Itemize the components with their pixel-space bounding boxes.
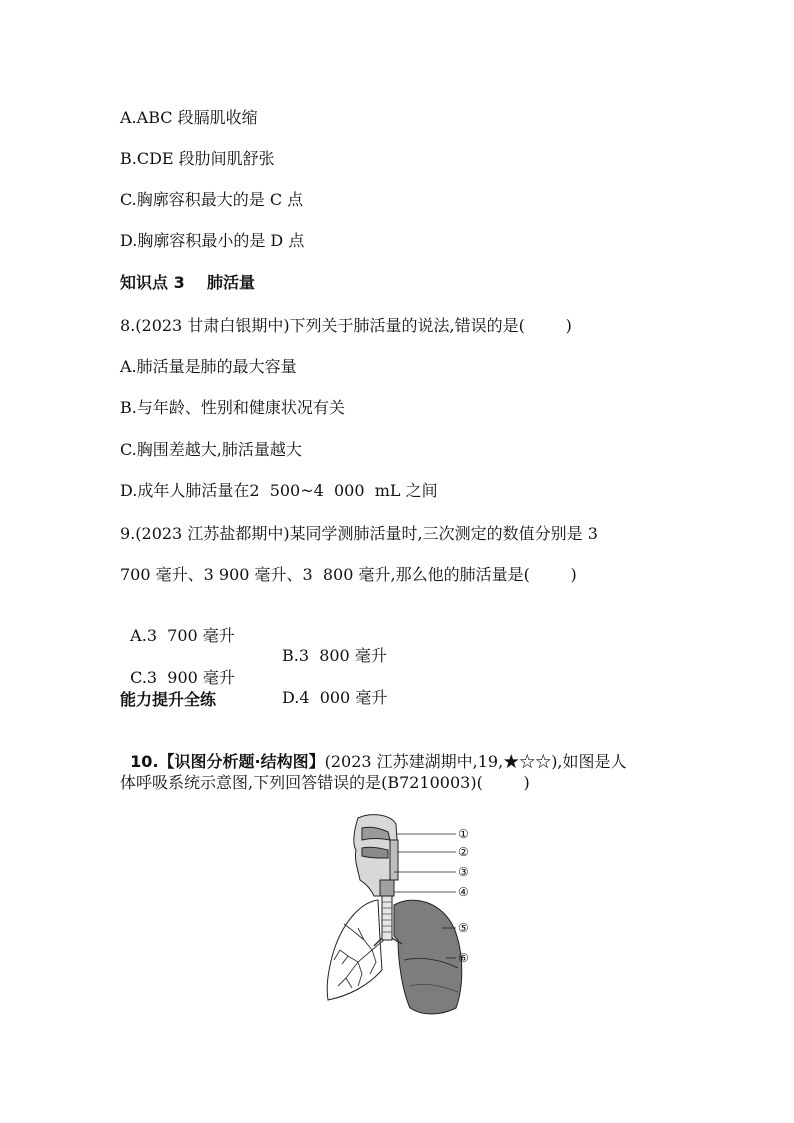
figure-label-5: ⑤ [458,921,469,935]
q7-option-b: B.CDE 段肋间肌舒张 [120,149,275,168]
q7-option-d: D.胸廓容积最小的是 D 点 [120,231,305,250]
oral-cavity [362,847,388,858]
q7-option-c: C.胸廓容积最大的是 C 点 [120,190,304,209]
figure-label-2: ② [458,845,469,859]
q10-tag: 10.【识图分析题·结构图】 [130,752,325,771]
q10-stem-line2: 体呼吸系统示意图,下列回答错误的是(B7210003)( ) [120,773,530,792]
q9-stem-line2: 700 毫升、3 900 毫升、3 800 毫升,那么他的肺活量是( ) [120,565,577,584]
figure-label-3: ③ [458,865,469,879]
q8-option-c: C.胸围差越大,肺活量越大 [120,440,302,459]
trachea [382,896,392,940]
q9-option-d: D.4 000 毫升 [282,688,388,707]
q9-stem-line1: 9.(2023 江苏盐都期中)某同学测肺活量时,三次测定的数值分别是 3 [120,524,598,543]
section-heading-ability: 能力提升全练 [120,690,217,709]
q8-option-a: A.肺活量是肺的最大容量 [120,357,297,376]
figure-label-1: ① [458,827,469,841]
figure-label-4: ④ [458,885,469,899]
left-lung-outline [327,900,382,1000]
respiratory-system-figure [318,810,488,1025]
figure-label-6: ⑥ [458,951,469,965]
q9-option-c: C.3 900 毫升 [130,668,235,687]
section-heading-lung-capacity: 知识点 3 肺活量 [120,273,255,292]
right-lung [394,900,462,1014]
q8-option-d: D.成年人肺活量在2 500~4 000 mL 之间 [120,481,438,500]
q7-option-a: A.ABC 段膈肌收缩 [120,108,258,127]
q10-stem-rest: (2023 江苏建湖期中,19,★☆☆),如图是人 [324,752,627,771]
q9-option-b: B.3 800 毫升 [282,646,387,665]
pharynx [390,840,398,880]
q9-option-a: A.3 700 毫升 [130,626,235,645]
q8-stem: 8.(2023 甘肃白银期中)下列关于肺活量的说法,错误的是( ) [120,316,572,335]
q8-option-b: B.与年龄、性别和健康状况有关 [120,398,345,417]
larynx [380,880,394,896]
q10-stem-line1 [120,732,627,772]
